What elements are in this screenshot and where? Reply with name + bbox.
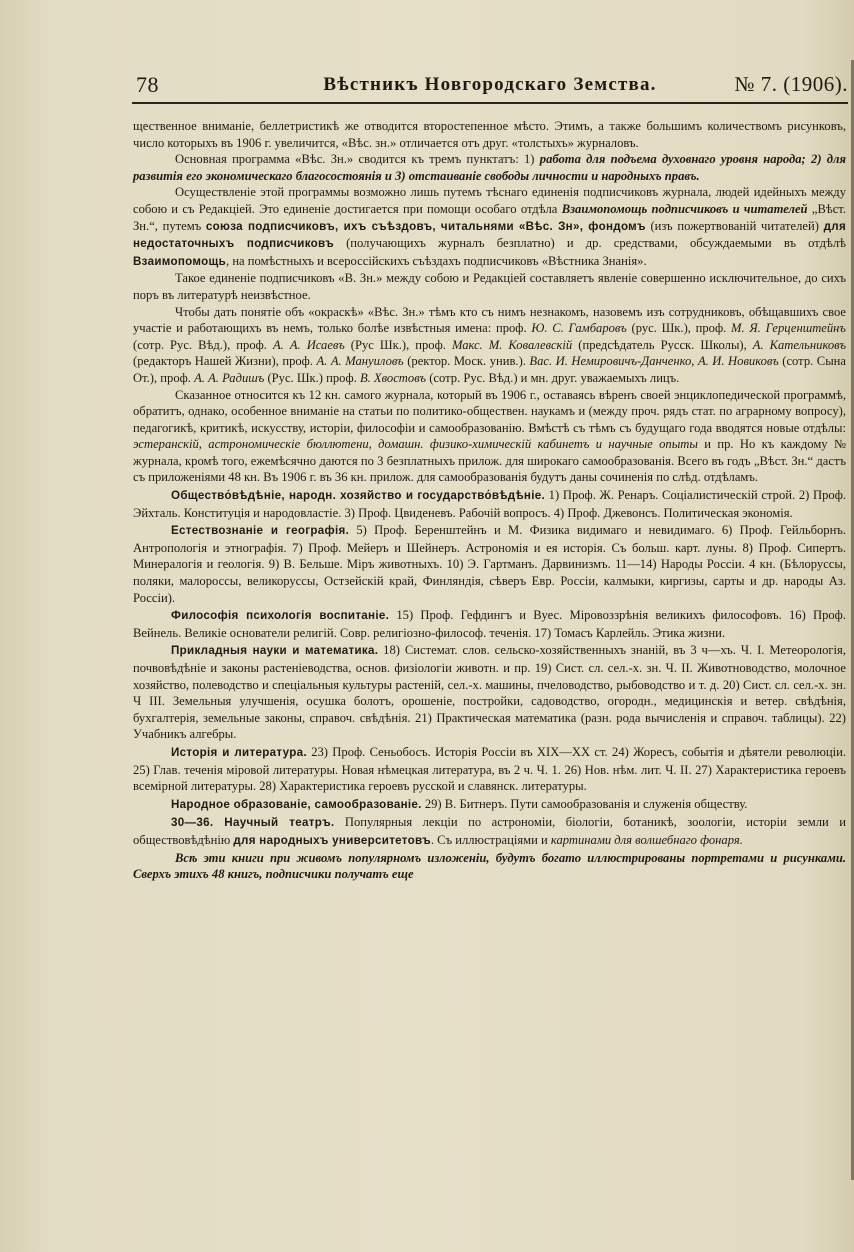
section-heading: 30—36. Научный театръ. <box>171 816 335 830</box>
page-number: 78 <box>136 72 159 97</box>
section-social-science: Общество́вѣдѣніе, народн. хозяйство и государство́вѣдѣніе. 1) Проф. Ж. Ренаръ. Соціалистическій строй. 2) Проф. Эйхталь. Конституція и народовластіе. 3) Проф. Цвиденевъ. Рабочій вопросъ. 4) Проф. Джевонсъ. Политическая экономія. <box>133 488 846 520</box>
section-heading: Исторія и литература. <box>171 745 307 759</box>
closing-paragraph: Всѣ эти книги при живомъ популярномъ изложеніи, будутъ богато иллюстрированы портретами и рисунками. Сверхъ этихъ 48 книгъ, подписчики получатъ еще <box>133 850 846 882</box>
journal-title: Вѣстникъ Новгородскаго Земства. <box>323 74 657 95</box>
paragraph-program: Основная программа «Вѣс. Зн.» сводится къ тремъ пунктатъ: 1) работа для подъема духовнаго уровня народа; 2) для развитія его экономическаго благосостоянія и 3) отстаиваніе свободы личности и народныхъ правъ. <box>133 152 846 183</box>
paragraph-realization: Осуществленіе этой программы возможно лишь путемъ тѣснаго единенія подписчиковъ журнала, людей идейныхъ между собою и съ Редакціей. Это единеніе достигается при помощи особаго отдѣла Взаимопомощь подписчиковъ и читателей „Вѣст. Зн.“, путемъ союза подписчиковъ, ихъ съѣздовъ, читальнями «Вѣс. Зн», фондомъ (изъ пожертвованій читателей) для недостаточныхъ подписчиковъ (получающихъ журналъ безплатно) и др. средствами, обсуждаемыми въ отдѣлѣ Взаимопомощь, на помѣстныхъ и всероссійскихъ съѣздахъ подписчиковъ «Вѣстника Знанія». <box>133 185 847 268</box>
paragraph-supplements: Сказанное относится къ 12 кн. самого журнала, который въ 1906 г., оставаясь вѣренъ своей энциклопедической программѣ, обратитъ, однако, особенное вниманіе на статьи по политико-обществен. наукамъ и (между проч. рядъ стат. по аграрному вопросу), педагогикѣ, критикѣ, искусству, исторіи, философіи и самообразованію. Вмѣстѣ съ тѣмъ съ будущаго года вводятся новые отдѣлы: эстеранскій, астрономическіе бюллютени, домашн. физико-химическій кабинетъ и научные опыты и пр. Но къ каждому № журнала, кромѣ того, ежемѣсячно даются по 3 безплатныхъ прилож. для широкаго самообразованія. Всего въ годъ „Вѣст. Зн.“ дастъ съ приложеніями 48 кн. Въ 1906 г. въ 36 кн. прилож. для самообразованія будутъ даны сочиненія по слѣд. отдѣламъ. <box>133 387 846 485</box>
article-body <box>133 118 846 883</box>
section-heading: Общество́вѣдѣніе, народн. хозяйство и государство́вѣдѣніе. <box>171 489 545 503</box>
section-science-theatre: 30—36. Научный театръ. Популярныя лекціи по астрономіи, біологіи, ботаникѣ, зоологіи, исторіи земли и обществовѣдѣнію для народныхъ университетовъ. Съ иллюстраціями и картинами для волшебнаго фонаря. <box>133 815 846 847</box>
paragraph-1: щественное вниманіе, беллетристикѣ же отводится второстепенное мѣсто. Этимъ, а также большимъ количествомъ рисунковъ, число которыхъ въ 1906 г. увеличится, «Вѣс. зн.» отличается отъ друг. «толстыхъ» журналовъ. <box>133 119 846 150</box>
section-education: Народное образованіе, самообразованіе. 29) В. Битнеръ. Пути самообразованія и служенія обществу. <box>171 796 748 811</box>
paragraph-contributors: Чтобы дать понятіе объ «окраскѣ» «Вѣс. Зн.» тѣмъ кто съ нимъ незнакомъ, назовемъ изъ сотрудниковъ, обѣщавшихъ свое участіе и работающихъ въ немъ, только болѣе извѣстныя имена: проф. Ю. С. Гамбаровъ (рус. Шк.), проф. М. Я. Герценштейнъ (сотр. Рус. Вѣд.), проф. А. А. Исаевъ (Рус Шк.), проф. Макс. М. Ковалевскій (предсѣдатель Русск. Школы), А. Кательниковъ (редакторъ Нашей Жизни), проф. А. А. Мануиловъ (ректор. Моск. унив.). Вас. И. Немировичъ-Данченко, А. И. Новиковъ (сотр. Сына От.), проф. А. А. Радишъ (Рус. Шк.) проф. В. Хвостовъ (сотр. Рус. Вѣд.) и мн. друг. уважаемыхъ лицъ. <box>133 304 846 385</box>
section-applied-science: Прикладныя науки и математика. 18) Системат. слов. сельско-хозяйственныхъ знаній, въ 3 ч—хъ. Ч. I. Метеорологія, почвовѣдѣніе и законы растеніеводства, основ. физіологіи животн. и пр. 19) Сист. сл. сел.-х. зн. Ч. II. Животноводство, молочное хозяйство, полеводство и спеціальныя культуры растеній, сел.-х. машины, пчеловодство, рыбоводство и т. д. 20) Сист. сл. сел.-х. зн. Ч III. Земельныя улучшенія, осушка болотъ, орошеніе, постройки, садоводство, огородн., медицинскія и ветер. свѣдѣнія, бухгалтерія, земельные законы, справоч. свѣдѣнія. 21) Практическая математика (разн. рода вычисленія и справоч. таблицы). 22) Учабникъ алгебры. <box>133 643 846 742</box>
page-header <box>132 66 848 104</box>
section-philosophy: Философія психологія воспитаніе. 15) Проф. Гефдингъ и Вуес. Міровоззрѣнія великихъ философовъ. 16) Проф. Вейнель. Великіе основатели религій. Совр. религіозно-философ. теченія. 17) Томасъ Карлейль. Этика жизни. <box>133 608 846 640</box>
program-goals: работа для подъема духовнаго уровня народа; 2) для развитія его экономическаго благосостоянія и 3) отстаиваніе свободы личности и народныхъ правъ. <box>133 152 846 183</box>
section-history-literature: Исторія и литература. 23) Проф. Сеньобосъ. Исторія Россіи въ XIX—XX ст. 24) Жоресъ, событія и дѣятели революціи. 25) Глав. теченія міровой литературы. Новая нѣмецкая литература, въ 2 ч. Ч. 1. 26) Нов. нѣм. лит. Ч. II. 27) Характеристика героевъ всемірной литературы. 28) Характеристика героевъ русской и славянск. литературы. <box>133 744 846 794</box>
section-heading: Прикладныя науки и математика. <box>171 644 379 658</box>
section-heading: Естествознаніе и географія. <box>171 524 350 538</box>
issue-number: № 7. (1906). <box>734 72 848 96</box>
section-natural-science: Естествознаніе и географія. 5) Проф. Беренштейнъ и М. Физика видимаго и невидимаго. 6) Проф. Гейльборнъ. Антропологія и этнографія. 7) Проф. Мейеръ и Шейнеръ. Астрономія и ея исторія. Съ больш. карт. луны. 8) Проф. Сипертъ. Минералогія и геологія. 9) В. Бельше. Міръ животныхъ. 10) Э. Гартманъ. Дарвинизмъ. 11—14) Народы Россіи. 4 кн. (Бѣлоруссы, поляки, малороссы, великоруссы, Остзейскій край, Финляндія, сѣверъ Евр. Россіи, калмыки, киргизы, сарты и др. народы Аз. Россіи). <box>133 523 846 605</box>
paragraph-unity: Такое единеніе подписчиковъ «В. Зн.» между собою и Редакціей составляетъ явленіе совершенно исключительное, до сихъ поръ въ литературѣ неизвѣстное. <box>133 271 846 302</box>
section-heading: Философія психологія воспитаніе. <box>171 609 390 623</box>
section-heading: Народное образованіе, самообразованіе. <box>171 797 422 811</box>
